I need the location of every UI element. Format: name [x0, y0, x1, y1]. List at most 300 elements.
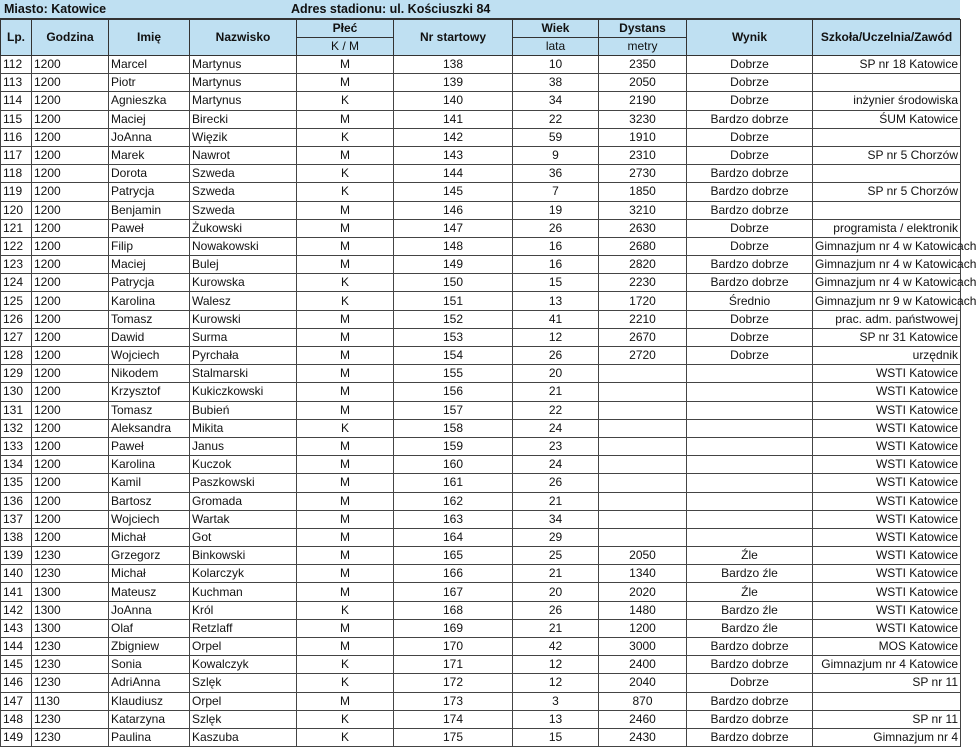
cell-godzina: 1200 [32, 492, 109, 510]
cell-nazwisko: Nawrot [190, 146, 297, 164]
participants-table [0, 19, 976, 747]
cell-imie: Grzegorz [109, 547, 190, 565]
table-row [1, 583, 961, 601]
cell-szkola: Gimnazjum nr 9 w Katowicach [813, 292, 961, 310]
table-row [1, 674, 961, 692]
cell-wiek: 16 [513, 237, 599, 255]
cell-nr-startowy: 140 [394, 92, 513, 110]
cell-wynik [687, 510, 813, 528]
cell-godzina: 1200 [32, 201, 109, 219]
cell-dystans: 1850 [599, 183, 687, 201]
cell-lp: 115 [1, 110, 32, 128]
cell-imie: Paweł [109, 219, 190, 237]
cell-imie: Bartosz [109, 492, 190, 510]
cell-godzina: 1230 [32, 674, 109, 692]
cell-szkola: WSTI Katowice [813, 437, 961, 455]
cell-lp: 137 [1, 510, 32, 528]
cell-wiek: 42 [513, 638, 599, 656]
cell-nazwisko: Mikita [190, 419, 297, 437]
cell-godzina: 1230 [32, 710, 109, 728]
cell-nr-startowy: 174 [394, 710, 513, 728]
cell-dystans: 2020 [599, 583, 687, 601]
cell-godzina: 1200 [32, 510, 109, 528]
cell-plec: M [297, 492, 394, 510]
cell-wynik: Dobrze [687, 92, 813, 110]
cell-nr-startowy: 166 [394, 565, 513, 583]
cell-dystans: 1720 [599, 292, 687, 310]
cell-godzina: 1300 [32, 583, 109, 601]
cell-szkola: WSTI Katowice [813, 510, 961, 528]
cell-wiek: 26 [513, 474, 599, 492]
cell-plec: M [297, 201, 394, 219]
cell-wiek: 41 [513, 310, 599, 328]
cell-nr-startowy: 160 [394, 456, 513, 474]
cell-szkola [813, 128, 961, 146]
cell-wiek: 26 [513, 601, 599, 619]
cell-wiek: 22 [513, 401, 599, 419]
cell-nazwisko: Stalmarski [190, 365, 297, 383]
cell-wiek: 25 [513, 547, 599, 565]
cell-wynik: Dobrze [687, 310, 813, 328]
cell-szkola: WSTI Katowice [813, 528, 961, 546]
cell-nazwisko: Więzik [190, 128, 297, 146]
cell-imie: Sonia [109, 656, 190, 674]
cell-godzina: 1200 [32, 165, 109, 183]
cell-nazwisko: Janus [190, 437, 297, 455]
cell-godzina: 1200 [32, 474, 109, 492]
cell-godzina: 1300 [32, 601, 109, 619]
cell-szkola: Gimnazjum nr 4 w Katowicach [813, 256, 961, 274]
cell-imie: Maciej [109, 256, 190, 274]
cell-dystans [599, 474, 687, 492]
cell-lp: 141 [1, 583, 32, 601]
cell-dystans: 2050 [599, 74, 687, 92]
cell-lp: 136 [1, 492, 32, 510]
cell-lp: 112 [1, 56, 32, 74]
cell-imie: Marcel [109, 56, 190, 74]
cell-lp: 148 [1, 710, 32, 728]
cell-imie: Karolina [109, 292, 190, 310]
cell-imie: Dawid [109, 328, 190, 346]
cell-plec: M [297, 56, 394, 74]
cell-plec: M [297, 365, 394, 383]
cell-plec: M [297, 256, 394, 274]
col-wynik: Wynik [687, 20, 813, 56]
cell-wynik [687, 437, 813, 455]
cell-imie: AdriAnna [109, 674, 190, 692]
cell-nr-startowy: 147 [394, 219, 513, 237]
cell-wiek: 29 [513, 528, 599, 546]
cell-godzina: 1200 [32, 256, 109, 274]
cell-wynik [687, 474, 813, 492]
cell-godzina: 1200 [32, 528, 109, 546]
cell-szkola: MOS Katowice [813, 638, 961, 656]
cell-dystans: 3000 [599, 638, 687, 656]
table-row [1, 437, 961, 455]
cell-imie: Tomasz [109, 310, 190, 328]
cell-wiek: 23 [513, 437, 599, 455]
table-row [1, 310, 961, 328]
cell-dystans: 2630 [599, 219, 687, 237]
cell-nr-startowy: 148 [394, 237, 513, 255]
cell-szkola: ŚUM Katowice [813, 110, 961, 128]
cell-godzina: 1200 [32, 419, 109, 437]
cell-lp: 146 [1, 674, 32, 692]
cell-plec: M [297, 383, 394, 401]
cell-lp: 144 [1, 638, 32, 656]
cell-dystans: 2720 [599, 347, 687, 365]
cell-godzina: 1200 [32, 310, 109, 328]
cell-dystans: 1480 [599, 601, 687, 619]
cell-szkola: SP nr 5 Chorzów [813, 146, 961, 164]
cell-wynik: Bardzo źle [687, 601, 813, 619]
cell-wiek: 24 [513, 456, 599, 474]
table-row [1, 728, 961, 746]
cell-nazwisko: Birecki [190, 110, 297, 128]
cell-wiek: 19 [513, 201, 599, 219]
cell-wiek: 21 [513, 492, 599, 510]
cell-godzina: 1200 [32, 110, 109, 128]
cell-szkola: WSTI Katowice [813, 547, 961, 565]
cell-szkola: WSTI Katowice [813, 383, 961, 401]
cell-lp: 130 [1, 383, 32, 401]
cell-nr-startowy: 152 [394, 310, 513, 328]
cell-plec: M [297, 528, 394, 546]
cell-imie: Paweł [109, 437, 190, 455]
cell-godzina: 1230 [32, 656, 109, 674]
cell-wynik: Dobrze [687, 347, 813, 365]
table-row [1, 547, 961, 565]
cell-wiek: 12 [513, 328, 599, 346]
cell-nazwisko: Kurowska [190, 274, 297, 292]
cell-nr-startowy: 141 [394, 110, 513, 128]
cell-lp: 128 [1, 347, 32, 365]
cell-godzina: 1200 [32, 237, 109, 255]
info-bar [0, 0, 960, 19]
cell-imie: Krzysztof [109, 383, 190, 401]
table-row [1, 401, 961, 419]
cell-godzina: 1200 [32, 383, 109, 401]
cell-wynik: Bardzo dobrze [687, 638, 813, 656]
cell-imie: Olaf [109, 619, 190, 637]
cell-godzina: 1230 [32, 728, 109, 746]
cell-imie: Agnieszka [109, 92, 190, 110]
cell-plec: K [297, 419, 394, 437]
cell-godzina: 1200 [32, 92, 109, 110]
cell-plec: M [297, 547, 394, 565]
col-lp: Lp. [1, 20, 32, 56]
cell-wiek: 26 [513, 219, 599, 237]
cell-szkola: WSTI Katowice [813, 474, 961, 492]
cell-imie: Patrycja [109, 274, 190, 292]
cell-nr-startowy: 157 [394, 401, 513, 419]
table-row [1, 56, 961, 74]
cell-nr-startowy: 169 [394, 619, 513, 637]
cell-wiek: 20 [513, 583, 599, 601]
cell-nr-startowy: 151 [394, 292, 513, 310]
cell-dystans [599, 383, 687, 401]
cell-lp: 134 [1, 456, 32, 474]
cell-nr-startowy: 161 [394, 474, 513, 492]
cell-nr-startowy: 171 [394, 656, 513, 674]
table-row [1, 201, 961, 219]
cell-plec: M [297, 146, 394, 164]
cell-wiek: 59 [513, 128, 599, 146]
table-row [1, 601, 961, 619]
cell-szkola [813, 201, 961, 219]
table-row [1, 328, 961, 346]
cell-wiek: 21 [513, 619, 599, 637]
cell-lp: 116 [1, 128, 32, 146]
cell-wiek: 10 [513, 56, 599, 74]
cell-godzina: 1230 [32, 547, 109, 565]
cell-imie: Klaudiusz [109, 692, 190, 710]
cell-nr-startowy: 149 [394, 256, 513, 274]
cell-dystans: 3230 [599, 110, 687, 128]
cell-lp: 121 [1, 219, 32, 237]
cell-plec: M [297, 110, 394, 128]
cell-wynik: Bardzo dobrze [687, 274, 813, 292]
cell-dystans [599, 510, 687, 528]
cell-wynik: Średnio [687, 292, 813, 310]
cell-wynik: Dobrze [687, 128, 813, 146]
cell-wynik: Bardzo dobrze [687, 110, 813, 128]
cell-nazwisko: Kowalczyk [190, 656, 297, 674]
cell-godzina: 1300 [32, 619, 109, 637]
cell-dystans: 2350 [599, 56, 687, 74]
cell-nr-startowy: 170 [394, 638, 513, 656]
cell-wynik: Dobrze [687, 237, 813, 255]
cell-imie: Katarzyna [109, 710, 190, 728]
cell-imie: Wojciech [109, 510, 190, 528]
cell-szkola: SP nr 18 Katowice [813, 56, 961, 74]
cell-dystans: 1910 [599, 128, 687, 146]
cell-wynik [687, 492, 813, 510]
cell-plec: M [297, 219, 394, 237]
cell-nazwisko: Martynus [190, 92, 297, 110]
col-nazwisko: Nazwisko [190, 20, 297, 56]
cell-dystans: 2040 [599, 674, 687, 692]
cell-godzina: 1230 [32, 638, 109, 656]
cell-plec: K [297, 656, 394, 674]
cell-dystans: 2210 [599, 310, 687, 328]
cell-wiek: 12 [513, 656, 599, 674]
cell-nazwisko: Szlęk [190, 710, 297, 728]
cell-nazwisko: Kuchman [190, 583, 297, 601]
cell-wynik: Dobrze [687, 674, 813, 692]
cell-nr-startowy: 162 [394, 492, 513, 510]
cell-dystans [599, 528, 687, 546]
cell-plec: K [297, 183, 394, 201]
cell-nr-startowy: 167 [394, 583, 513, 601]
cell-dystans [599, 492, 687, 510]
cell-wynik: Bardzo dobrze [687, 256, 813, 274]
cell-nr-startowy: 153 [394, 328, 513, 346]
col-plec-unit: K / M [297, 38, 394, 56]
cell-plec: M [297, 638, 394, 656]
cell-dystans: 870 [599, 692, 687, 710]
cell-wiek: 38 [513, 74, 599, 92]
cell-imie: Kamil [109, 474, 190, 492]
cell-nr-startowy: 146 [394, 201, 513, 219]
cell-wiek: 22 [513, 110, 599, 128]
table-row [1, 383, 961, 401]
cell-wynik: Dobrze [687, 56, 813, 74]
cell-lp: 113 [1, 74, 32, 92]
cell-szkola: WSTI Katowice [813, 419, 961, 437]
col-imie: Imię [109, 20, 190, 56]
cell-dystans [599, 365, 687, 383]
cell-dystans: 3210 [599, 201, 687, 219]
cell-plec: M [297, 437, 394, 455]
cell-szkola: programista / elektronik [813, 219, 961, 237]
cell-wiek: 15 [513, 274, 599, 292]
cell-plec: M [297, 565, 394, 583]
cell-szkola: inżynier środowiska [813, 92, 961, 110]
cell-dystans: 2820 [599, 256, 687, 274]
cell-imie: Zbigniew [109, 638, 190, 656]
cell-godzina: 1200 [32, 146, 109, 164]
cell-lp: 133 [1, 437, 32, 455]
cell-wynik [687, 401, 813, 419]
cell-plec: M [297, 510, 394, 528]
cell-plec: M [297, 456, 394, 474]
col-dystans: Dystans [599, 20, 687, 38]
table-row [1, 456, 961, 474]
cell-nazwisko: Szweda [190, 201, 297, 219]
cell-godzina: 1200 [32, 347, 109, 365]
table-row [1, 528, 961, 546]
cell-szkola: Gimnazjum nr 4 w Katowicach [813, 237, 961, 255]
cell-szkola: Gimnazjum nr 4 [813, 728, 961, 746]
cell-wynik: Bardzo dobrze [687, 201, 813, 219]
cell-godzina: 1200 [32, 328, 109, 346]
cell-plec: M [297, 237, 394, 255]
cell-nr-startowy: 145 [394, 183, 513, 201]
cell-imie: Wojciech [109, 347, 190, 365]
col-nr-startowy: Nr startowy [394, 20, 513, 56]
cell-lp: 129 [1, 365, 32, 383]
cell-nazwisko: Orpel [190, 638, 297, 656]
cell-nazwisko: Got [190, 528, 297, 546]
cell-plec: M [297, 619, 394, 637]
cell-lp: 120 [1, 201, 32, 219]
cell-nr-startowy: 175 [394, 728, 513, 746]
cell-plec: K [297, 710, 394, 728]
cell-szkola: prac. adm. państwowej [813, 310, 961, 328]
cell-nazwisko: Kuczok [190, 456, 297, 474]
table-row [1, 74, 961, 92]
cell-szkola: SP nr 11 [813, 710, 961, 728]
cell-plec: M [297, 347, 394, 365]
cell-szkola: WSTI Katowice [813, 583, 961, 601]
cell-nr-startowy: 143 [394, 146, 513, 164]
cell-dystans [599, 456, 687, 474]
cell-wiek: 34 [513, 510, 599, 528]
cell-plec: K [297, 728, 394, 746]
cell-nazwisko: Kukiczkowski [190, 383, 297, 401]
cell-dystans: 2680 [599, 237, 687, 255]
cell-nazwisko: Martynus [190, 56, 297, 74]
cell-wiek: 21 [513, 383, 599, 401]
cell-lp: 124 [1, 274, 32, 292]
cell-nazwisko: Surma [190, 328, 297, 346]
cell-szkola: WSTI Katowice [813, 401, 961, 419]
cell-imie: Dorota [109, 165, 190, 183]
cell-lp: 123 [1, 256, 32, 274]
cell-wiek: 34 [513, 92, 599, 110]
cell-szkola: WSTI Katowice [813, 601, 961, 619]
cell-plec: M [297, 692, 394, 710]
cell-nazwisko: Paszkowski [190, 474, 297, 492]
cell-nazwisko: Kolarczyk [190, 565, 297, 583]
cell-wiek: 12 [513, 674, 599, 692]
cell-godzina: 1200 [32, 401, 109, 419]
cell-lp: 122 [1, 237, 32, 255]
cell-godzina: 1200 [32, 274, 109, 292]
table-row [1, 92, 961, 110]
cell-imie: Filip [109, 237, 190, 255]
cell-dystans: 2310 [599, 146, 687, 164]
cell-wiek: 16 [513, 256, 599, 274]
cell-imie: Mateusz [109, 583, 190, 601]
cell-lp: 118 [1, 165, 32, 183]
table-row [1, 165, 961, 183]
table-row [1, 219, 961, 237]
col-szkola: Szkoła/Uczelnia/Zawód [813, 20, 961, 56]
cell-wiek: 26 [513, 347, 599, 365]
cell-godzina: 1200 [32, 456, 109, 474]
cell-nr-startowy: 154 [394, 347, 513, 365]
cell-imie: Piotr [109, 74, 190, 92]
cell-dystans: 2050 [599, 547, 687, 565]
cell-nr-startowy: 158 [394, 419, 513, 437]
table-row [1, 347, 961, 365]
cell-lp: 139 [1, 547, 32, 565]
table-row [1, 565, 961, 583]
cell-nazwisko: Kaszuba [190, 728, 297, 746]
cell-wynik: Bardzo źle [687, 565, 813, 583]
cell-wynik: Dobrze [687, 146, 813, 164]
cell-nazwisko: Binkowski [190, 547, 297, 565]
cell-plec: M [297, 583, 394, 601]
cell-nr-startowy: 168 [394, 601, 513, 619]
cell-wynik: Bardzo dobrze [687, 710, 813, 728]
cell-wiek: 7 [513, 183, 599, 201]
col-wiek: Wiek [513, 20, 599, 38]
cell-dystans [599, 401, 687, 419]
cell-imie: Karolina [109, 456, 190, 474]
cell-nr-startowy: 144 [394, 165, 513, 183]
cell-plec: K [297, 292, 394, 310]
cell-lp: 117 [1, 146, 32, 164]
cell-wynik: Bardzo źle [687, 619, 813, 637]
cell-plec: K [297, 128, 394, 146]
cell-dystans: 2460 [599, 710, 687, 728]
cell-godzina: 1200 [32, 219, 109, 237]
cell-wynik: Bardzo dobrze [687, 692, 813, 710]
cell-lp: 143 [1, 619, 32, 637]
cell-nazwisko: Wartak [190, 510, 297, 528]
cell-szkola [813, 692, 961, 710]
cell-lp: 149 [1, 728, 32, 746]
cell-nr-startowy: 150 [394, 274, 513, 292]
table-row [1, 146, 961, 164]
table-row [1, 110, 961, 128]
cell-lp: 142 [1, 601, 32, 619]
cell-godzina: 1200 [32, 183, 109, 201]
cell-nazwisko: Szlęk [190, 674, 297, 692]
